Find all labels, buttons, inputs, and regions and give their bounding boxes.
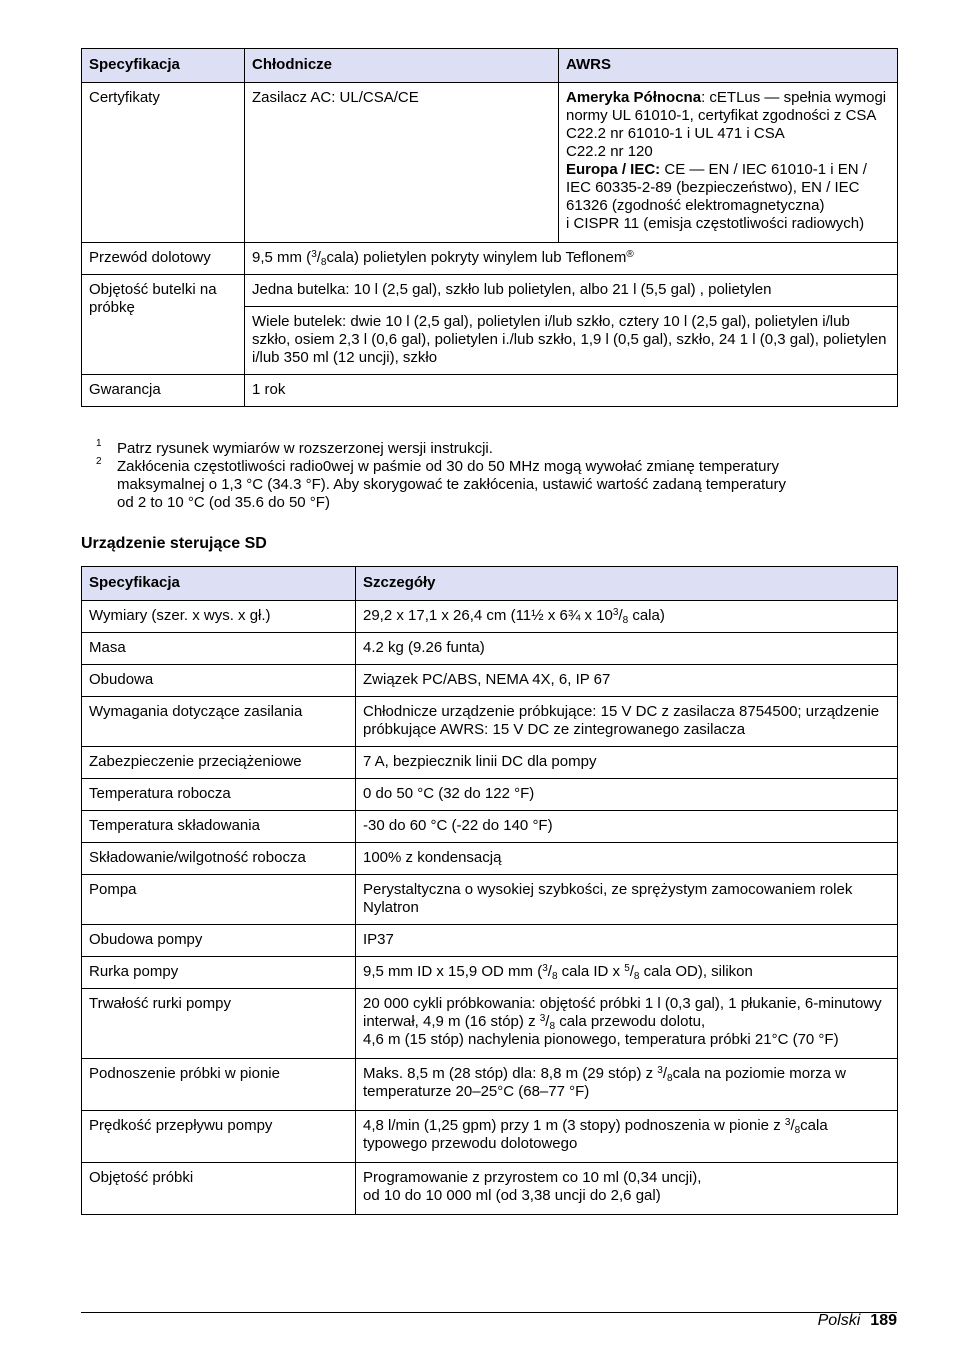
row-label: Wymagania dotyczące zasilania xyxy=(82,697,356,747)
fraction-denominator: 8 xyxy=(622,615,629,626)
fraction-denominator: 8 xyxy=(549,1021,556,1032)
cell-text: i CISPR 11 (emisja częstotliwości radiowych) xyxy=(566,215,865,232)
footnote-line: maksymalnej o 1,3 °C (34.3 °F). Aby skorygować te zakłócenia, ustawić wartość zadaną temperatury xyxy=(117,476,786,493)
cell-text: : cETLus — spełnia wymogi normy UL 61010-1, certyfikat zgodności z CSA xyxy=(566,89,887,124)
footnote xyxy=(96,458,856,512)
fraction-denominator: 8 xyxy=(320,257,327,268)
table-row xyxy=(82,747,898,779)
row-label: Temperatura robocza xyxy=(82,779,356,811)
cell-text: CE — EN / IEC 61010-1 i EN / IEC 60335-2-89 (bezpieczeństwo), EN / IEC 61326 (zgodność elektromagnetyczna) xyxy=(566,161,867,214)
footnote xyxy=(96,440,856,458)
footnote-text: Patrz rysunek wymiarów w rozszerzonej wersji instrukcji. xyxy=(117,440,493,457)
fraction-denominator: 8 xyxy=(633,971,640,982)
fraction-numerator: 3 xyxy=(657,1065,663,1076)
table-row xyxy=(82,925,898,957)
table-row xyxy=(82,1163,898,1215)
table-row xyxy=(82,1111,898,1163)
fraction-denominator: 8 xyxy=(794,1125,801,1136)
cell-text: 4,8 l/min (1,25 gpm) przy 1 m (3 stopy) podnoszenia w pionie z xyxy=(363,1117,785,1134)
table-row xyxy=(82,665,898,697)
table-row xyxy=(82,957,898,989)
column-header: Specyfikacja xyxy=(82,49,245,83)
cell-text: 4,6 m (15 stóp) nachylenia pionowego, temperatura próbki 21°C (70 °F) xyxy=(363,1031,839,1048)
table-row xyxy=(82,843,898,875)
cell-text: Programowanie z przyrostem co 10 ml (0,34 uncji), xyxy=(363,1169,702,1186)
row-label: Zabezpieczenie przeciążeniowe xyxy=(82,747,356,779)
cell-value: Maks. 8,5 m (28 stóp) dla: 8,8 m (29 stóp) z $^3/_8cala$ na poziomie morza w temperaturze 20–25°C (68–77 °F) xyxy=(356,1059,898,1111)
cell-value: Jedna butelka: 10 l (2,5 gal), szkło lub polietylen, albo 21 l (5,5 gal) , polietylen xyxy=(245,275,898,307)
cell-value: 0 do 50 °C (32 do 122 °F) xyxy=(356,779,898,811)
cell-text: cala) polietylen pokryty winylem lub Teflonem xyxy=(326,249,627,266)
cell-text: cala ID x xyxy=(557,963,625,980)
table-row xyxy=(82,243,898,275)
row-label: Prędkość przepływu pompy xyxy=(82,1111,356,1163)
column-header: Chłodnicze xyxy=(245,49,559,83)
cell-text: cala na poziomie morza w temperaturze 20–25°C (68–77 °F) xyxy=(363,1065,846,1100)
cell-text: C22.2 nr 61010-1 i UL 471 i CSA xyxy=(566,125,785,142)
cell-text: Maks. 8,5 m (28 stóp) dla: 8,8 m (29 stóp) z xyxy=(363,1065,658,1082)
footer-divider xyxy=(81,1312,897,1313)
column-header: Szczegóły xyxy=(356,567,898,601)
table-row xyxy=(82,375,898,407)
cell-text: cala OD), silikon xyxy=(639,963,753,980)
table-row xyxy=(82,875,898,925)
row-label: Podnoszenie próbki w pionie xyxy=(82,1059,356,1111)
footnote-number: 1 xyxy=(96,438,102,449)
fraction-denominator: 8 xyxy=(551,971,558,982)
row-label: Składowanie/wilgotność robocza xyxy=(82,843,356,875)
row-label: Certyfikaty xyxy=(82,83,245,243)
cell-text: C22.2 nr 120 xyxy=(566,143,653,160)
footnote-number: 2 xyxy=(96,456,102,467)
cell-text: cala typowego przewodu dolotowego xyxy=(363,1117,828,1152)
footnote-line: od 2 to 10 °C (od 35.6 do 50 °F) xyxy=(117,494,330,511)
section-title: Urządzenie sterujące SD xyxy=(81,535,267,552)
specs-table-1 xyxy=(81,48,898,407)
cell-text: cala) xyxy=(628,607,665,624)
bold-label: Ameryka Północna xyxy=(566,89,702,106)
cell-value: IP37 xyxy=(356,925,898,957)
page-footer xyxy=(818,1312,897,1330)
cell-text: cala przewodu dolotu, xyxy=(555,1013,706,1030)
cell-value: 100% z kondensacją xyxy=(356,843,898,875)
cell-value: -30 do 60 °C (-22 do 140 °F) xyxy=(356,811,898,843)
footer-language: Polski xyxy=(817,1312,861,1329)
row-label: Obudowa xyxy=(82,665,356,697)
row-label: Masa xyxy=(82,633,356,665)
row-label: Przewód dolotowy xyxy=(82,243,245,275)
table-row xyxy=(82,633,898,665)
row-label: Pompa xyxy=(82,875,356,925)
cell-text: 20 000 cykli próbkowania: objętość próbki 1 l (0,3 gal), 1 płukanie, 6-minutowy interwał, 4,9 m (16 stóp) z xyxy=(363,995,882,1030)
cell-value: 9,5 mm ID x 15,9 OD mm ($^3/_8$ cala ID x $^5/_8$ cala OD), silikon xyxy=(356,957,898,989)
registered-mark: ® xyxy=(626,249,634,260)
fraction-numerator: 3 xyxy=(784,1117,791,1128)
table-row xyxy=(82,811,898,843)
bold-label: Europa / IEC: xyxy=(566,161,661,178)
cell-text: od 10 do 10 000 ml (od 3,38 uncji do 2,6 gal) xyxy=(363,1187,661,1204)
table-row xyxy=(82,83,898,243)
cell-value: Perystaltyczna o wysokiej szybkości, ze sprężystym zamocowaniem rolek Nylatron xyxy=(356,875,898,925)
cell-value: 4,8 l/min (1,25 gpm) przy 1 m (3 stopy) podnoszenia w pionie z $^3/_8cala$ typowego przewodu dolotowego xyxy=(356,1111,898,1163)
footnote-line: Zakłócenia częstotliwości radio0wej w paśmie od 30 do 50 MHz mogą wywołać zmianę temperatury xyxy=(117,458,779,475)
cell-text: 29,2 x 17,1 x 26,4 cm (11½ x 6¾ x 10 xyxy=(363,607,613,624)
cell-value: Zasilacz AC: UL/CSA/CE xyxy=(245,83,559,243)
cell-value: Związek PC/ABS, NEMA 4X, 6, IP 67 xyxy=(356,665,898,697)
table-row xyxy=(82,275,898,307)
cell-value: Wiele butelek: dwie 10 l (2,5 gal), polietylen i/lub szkło, cztery 10 l (2,5 gal), polietylen i/lub szkło, osiem 2,3 l (0,6 gal), polietylen i./lub szkło, 1,9 l (0,5 gal), szkło, 24 1 l (0,3 gal), polietylen i/lub 350 ml (12 uncji), szkło xyxy=(245,307,898,375)
cell-value: 9,5 mm $(^3/_8cala)$ polietylen pokryty winylem lub Teflonem® xyxy=(245,243,898,275)
fraction-numerator: 3 xyxy=(311,249,317,260)
fraction-numerator: 5 xyxy=(624,963,630,974)
cell-value xyxy=(559,83,898,243)
fraction-numerator: 3 xyxy=(612,607,619,618)
table-row xyxy=(82,779,898,811)
table-header-row xyxy=(82,49,898,83)
table-header-row xyxy=(82,567,898,601)
column-header: AWRS xyxy=(559,49,898,83)
row-label: Wymiary (szer. x wys. x gł.) xyxy=(82,601,356,633)
table-row xyxy=(82,989,898,1059)
cell-value: 4.2 kg (9.26 funta) xyxy=(356,633,898,665)
row-label: Objętość próbki xyxy=(82,1163,356,1215)
table-row xyxy=(82,697,898,747)
page-number: 189 xyxy=(870,1312,897,1329)
fraction-numerator: 3 xyxy=(539,1013,546,1024)
column-header: Specyfikacja xyxy=(82,567,356,601)
fraction-numerator: 3 xyxy=(542,963,548,974)
table-row xyxy=(82,1059,898,1111)
row-label: Obudowa pompy xyxy=(82,925,356,957)
row-label: Temperatura składowania xyxy=(82,811,356,843)
fraction-denominator: 8 xyxy=(667,1073,673,1084)
table-row xyxy=(82,601,898,633)
cell-text: 9,5 mm ( xyxy=(252,249,312,266)
row-label: Trwałość rurki pompy xyxy=(82,989,356,1059)
row-label: Rurka pompy xyxy=(82,957,356,989)
cell-text: 9,5 mm ID x 15,9 OD mm ( xyxy=(363,963,543,980)
cell-value: Chłodnicze urządzenie próbkujące: 15 V DC z zasilacza 8754500; urządzenie próbkujące AWRS: 15 V DC ze zintegrowanego zasilacza xyxy=(356,697,898,747)
row-label: Objętość butelki na próbkę xyxy=(82,275,245,375)
specs-table-2 xyxy=(81,566,898,1215)
footnote-text xyxy=(117,458,856,512)
cell-value xyxy=(356,1163,898,1215)
cell-value: 29,2 x 17,1 x 26,4 cm (11½ x 6¾ x $10^3/_8$ cala) xyxy=(356,601,898,633)
cell-value: 1 rok xyxy=(245,375,898,407)
cell-value: 7 A, bezpiecznik linii DC dla pompy xyxy=(356,747,898,779)
cell-value: 20 000 cykli próbkowania: objętość próbki 1 l (0,3 gal), 1 płukanie, 6-minutowy interwał, 4,9 m (16 stóp) z $^3/_8$ cala przewodu dolotu, 4,6 m (15 stóp) nachylenia pionowego, temperatura próbki 21°C (70 °F) xyxy=(356,989,898,1059)
row-label: Gwarancja xyxy=(82,375,245,407)
